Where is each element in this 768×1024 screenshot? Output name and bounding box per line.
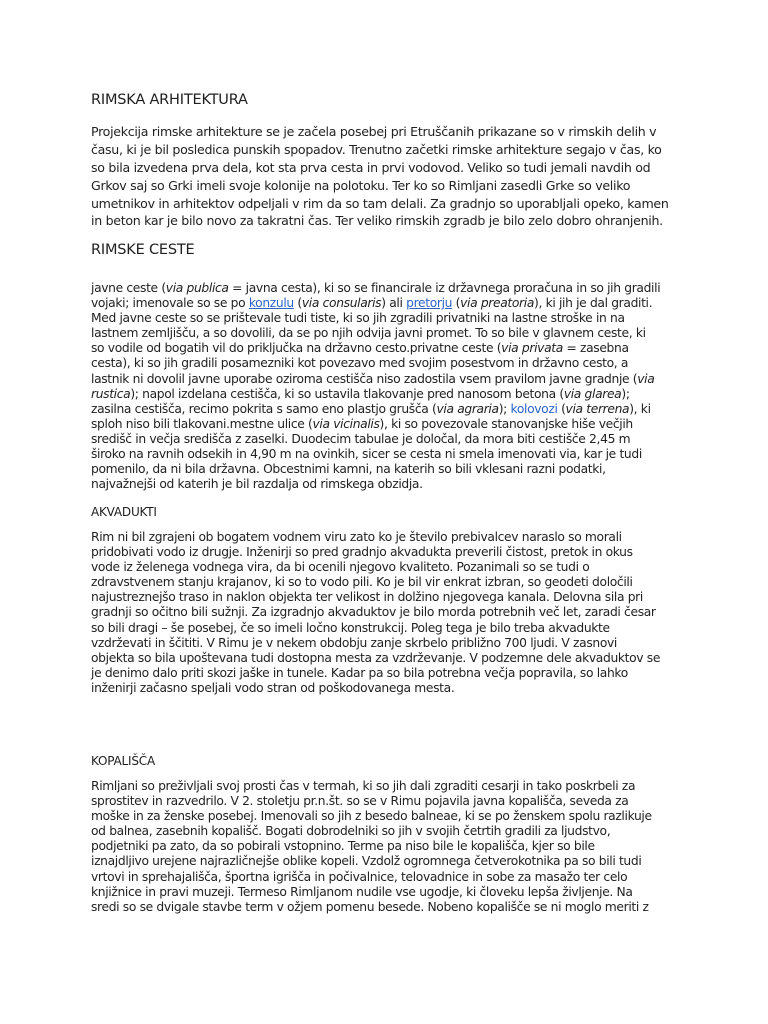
link-kolovozi[interactable]: kolovozi: [510, 401, 558, 416]
latin-term: via agraria: [436, 401, 499, 416]
roads-line: najvažnejši od katerih je bil razdalja od rimskega obzidja.: [91, 477, 423, 492]
intro-line: času, ki je bil posledica punskih spopadov. Trenutno začetki rimske arhitekture segajo v čas, ko: [91, 141, 662, 157]
aqueduct-line: Rim ni bil zgrajeni ob bogatem vodnem viru zato ko je število prebivalcev naraslo so morali: [91, 530, 622, 544]
aqueduct-line: inženirji začasno speljali vodo stran od poškodovanega mesta.: [91, 680, 455, 695]
roads-text: );: [498, 401, 511, 416]
aqueduct-line: vode iz želenega vodnega vira, da bi ocenili njegovo kvaliteto. Pozanimali so se tudi o: [91, 560, 590, 575]
roads-text: zasilna cestišča, recimo pokrita s samo eno plastjo grušča (: [91, 401, 437, 416]
heading-kopalisca: KOPALIŠČA: [91, 754, 155, 768]
baths-line: sredi so se dvigale stavbe term v ožjem pomenu besede. Nobeno kopališče se ni moglo meriti z: [91, 899, 649, 914]
link-konzulu[interactable]: konzulu: [248, 296, 294, 311]
roads-line: cesta), ki so jih gradili posamezniki kot povezavo med svojim posestvom in državno cesto, a: [91, 356, 629, 371]
paragraph-intro: [91, 123, 677, 230]
latin-term: via glarea: [563, 386, 622, 401]
roads-text: ), ki: [629, 401, 651, 416]
latin-term: via preatoria: [460, 296, 535, 311]
roads-line: središč in večja središča z zaselki. Duodecim tabulae je določal, da mora biti cestišče 2,45 m: [91, 431, 631, 446]
latin-term: via publica: [165, 281, 229, 295]
heading-rimska-arhitektura: RIMSKA ARHITEKTURA: [91, 92, 248, 108]
baths-line: Rimljani so preživljali svoj prosti čas v termah, ki so jih dali zgraditi cesarji in tako poskrbeli za: [91, 779, 636, 793]
roads-text: lastnik ni dovolil javne uporabe oziroma cestišča niso zadostila vsem pravilom javne gradnje (: [91, 371, 638, 386]
roads-line: lastnem zemljišču, a so dovolili, da se po njih odvija javni promet. To so bile v glavnem ceste, ki: [91, 326, 646, 341]
roads-text: javne ceste (: [91, 281, 166, 295]
roads-line: Med javne ceste so se prištevale tudi tiste, ki so jih zgradili privatniki na lastne stroške in na: [91, 311, 625, 326]
roads-line: [91, 372, 677, 387]
roads-text: = javna cesta), ki so se financirale iz državnega proračuna in so jih gradili: [228, 281, 661, 295]
roads-line: [91, 387, 677, 402]
aqueduct-line: vzdrževati in ščititi. V Rimu je v nekem obdobju zanje skrbelo približno 700 ljudi. V zasnovi: [91, 635, 617, 650]
roads-line: [91, 402, 677, 417]
baths-line: podjetniki pa zato, da so pobirali vstopnino. Terme pa niso bile le kopališča, kjer so bile: [91, 839, 595, 854]
aqueduct-line: gradnji so očitno bili sužnji. Za izgradnjo akvaduktov je bilo morda potrebnih več let, zaradi česar: [91, 605, 656, 620]
roads-line: [91, 341, 677, 356]
roads-text: vojaki; imenovale so se po: [91, 296, 249, 311]
roads-line: [91, 417, 677, 432]
aqueduct-line: je denimo dalo priti skozi jaške in tunele. Kadar pa so bila potrebna večja popravila, so lahko: [91, 665, 628, 680]
baths-line: sprostitev in razvedrilo. V 2. stoletju pr.n.št. so se v Rimu pojavila javna kopališča, seveda za: [91, 794, 629, 809]
roads-line: pomenilo, da ni bila državna. Obcestnimi kamni, na katerih so bili vklesani razni podatki,: [91, 462, 606, 477]
baths-line: knjižnice in pravi muzeji. Termeso Rimljanom nudile vse ugodje, ki človeku lepša življenje. Na: [91, 884, 633, 899]
paragraph-aqueducts: [91, 530, 677, 696]
heading-akvadukti: AKVADUKTI: [91, 505, 157, 519]
intro-line: umetnikov in arhitektov odpeljali v rim da so tam delali. Za gradnjo so uporabljali opeko, kamen: [91, 195, 669, 211]
latin-term: via: [637, 371, 655, 386]
aqueduct-line: so bili dragi – še posebej, če so imeli ločno konstrukcij. Poleg tega je bilo treba akvadukte: [91, 620, 610, 635]
latin-term: via terrena: [565, 401, 630, 416]
intro-line: so bila izvedena prva dela, kot sta prva cesta in prvi vodovod. Veliko so tudi jemali navdih od: [91, 159, 651, 175]
latin-term: via vicinalis: [312, 416, 380, 431]
intro-line: in beton kar je bilo novo za takratni čas. Ter veliko rimskih zgradb je bilo zelo dobro ohranjenih.: [91, 213, 663, 229]
paragraph-baths: [91, 779, 677, 915]
roads-line: [91, 281, 677, 296]
aqueduct-line: najustreznejšo traso in naklon objekta ter velikost in dolžino njegovega kanala. Delovna sila pri: [91, 590, 643, 605]
roads-text: ), ki jih je dal graditi.: [534, 296, 653, 311]
latin-term: via consularis: [301, 296, 382, 311]
aqueduct-line: objekta so bila upoštevana tudi dostopna mesta za vzdrževanje. V podzemne dele akvaduktov se: [91, 650, 661, 665]
roads-text: (: [452, 296, 461, 311]
roads-text: = zasebna: [562, 341, 629, 356]
roads-text: ); napol izdelana cestišča, ki so ustavila tlakovanje pred nanosom betona (: [130, 386, 564, 401]
roads-text: (: [293, 296, 302, 311]
intro-line: Projekcija rimske arhitekture se je začela posebej pri Etruščanih prikazane so v rimskih delih v: [91, 124, 657, 139]
roads-line: [91, 296, 677, 311]
roads-line: široko na ravnih odsekih in 4,90 m na ovinkih, sicer se cesta ni smela imenovati via, kar je tudi: [91, 447, 642, 462]
roads-text: ) ali: [381, 296, 407, 311]
latin-term: via privata: [501, 341, 563, 356]
intro-line: Grkov saj so Grki imeli svoje kolonije na polotoku. Ter ko so Rimljani zasedli Grke so veliko: [91, 177, 631, 193]
roads-text: sploh niso bili tlakovani.mestne ulice (: [91, 416, 313, 431]
baths-line: iznajdljivo urejene najrazličnejše oblike kopeli. Vzdolž ogromnega četverokotnika pa so bili tudi: [91, 854, 642, 869]
roads-text: );: [621, 386, 630, 401]
latin-term: rustica: [91, 386, 131, 401]
roads-text: ), ki so povezovale stanovanjske hiše večjih: [379, 416, 633, 431]
roads-text: (: [557, 401, 566, 416]
link-pretorju[interactable]: pretorju: [406, 296, 453, 311]
roads-text: so vodile od bogatih vil do priključka na državno cesto.privatne ceste (: [91, 341, 502, 356]
baths-line: moške in za ženske posebej. Imenovali so jih z besedo balneae, ki se po ženskem spolu razlikuje: [91, 809, 652, 824]
aqueduct-line: zdravstvenem stanju krajanov, ki so to vodo pili. Ko je bil vir enkrat izbran, so geodeti določili: [91, 575, 633, 590]
heading-rimske-ceste: RIMSKE CESTE: [91, 242, 195, 258]
baths-line: vrtovi in sprehajališča, športna igrišča in počivalnice, telovadnice in sobe za masažo ter celo: [91, 869, 628, 884]
baths-line: od balnea, zasebnih kopališč. Bogati dobrodelniki so jih v svojih četrtih gradili za ljudstvo,: [91, 824, 611, 839]
aqueduct-line: pridobivati vodo iz drugje. Inženirji so pred gradnjo akvadukta preverili čistost, pretok in okus: [91, 545, 633, 560]
paragraph-roads: [91, 281, 677, 492]
